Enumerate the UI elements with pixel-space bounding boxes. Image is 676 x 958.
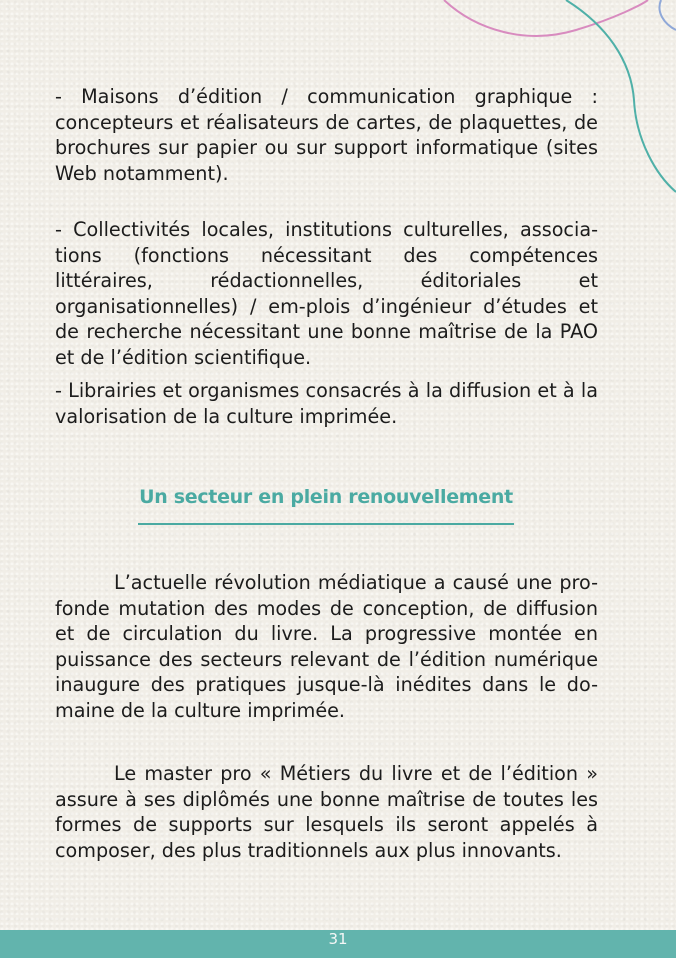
paragraph-bookshops: - Librairies et organismes consacrés à la diffusion et à la valorisation de la culture imprimée. bbox=[55, 379, 598, 428]
pink-curve bbox=[444, 0, 648, 36]
paragraph-publishing-houses: - Maisons d’édition / communication graphique : concepteurs et réalisateurs de cartes, de plaquettes, de brochures sur papier ou sur support informatique (sites Web notamment). bbox=[55, 85, 598, 185]
blue-curve bbox=[659, 0, 676, 30]
heading-underline bbox=[138, 523, 514, 525]
paragraph-media-revolution: L’actuelle révolution médiatique a causé une pro-fonde mutation des modes de conception, de diffusion et de circulation du livre. La progressive montée en puissance des secteurs relevant de l’édition numérique inaugure des pratiques jusque-là inédites dans le do-maine de la culture imprimée. bbox=[55, 571, 598, 722]
page-number: 31 bbox=[328, 930, 348, 948]
section-heading: Un secteur en plein renouvellement bbox=[139, 486, 513, 508]
paragraph-local-authorities: - Collectivités locales, institutions culturelles, associa-tions (fonctions nécessitant des compétences littéraires, rédactionnelles, éditoriales et organisationnelles) / em-plois d’ingénieur d’études et de recherche nécessitant une bonne maîtrise de la PAO et de l’édition scientifique. bbox=[55, 218, 598, 369]
paragraph-master-pro: Le master pro « Métiers du livre et de l’édition » assure à ses diplômés une bonne maîtrise de toutes les formes de supports sur lesquels ils seront appelés à composer, des plus traditionnels aux plus innovants. bbox=[55, 762, 598, 862]
